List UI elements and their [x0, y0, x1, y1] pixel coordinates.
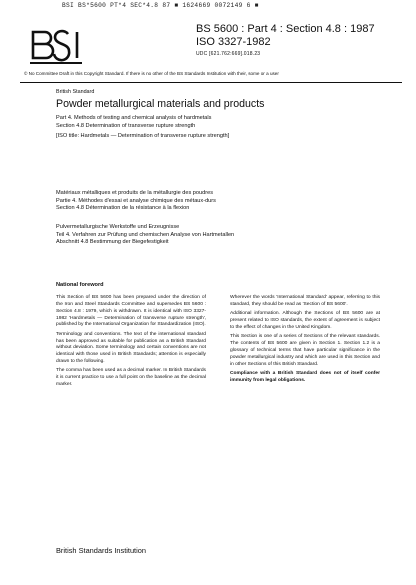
iso-number: ISO 3327-1982	[196, 35, 271, 48]
foreword-paragraph: This Section of BS 5600 has been prepared under the direction of the Iron and Steel Standards Committee and supersedes BS 5600 : Section 4.8 : 1979, which is withdrawn. It is identical with ISO 3327-1982 'Hardmetals — Determination of transverse rupture strength', published by the International Organization for Standardization (ISO).	[56, 295, 206, 328]
foreword-paragraph: This Section is one of a series of Sections of the relevant standards. The contents of BS 5600 are given in Section 1. Section 1.2 is a glossary of technical terms that have particular significance in the powder metallurgical industry and which are used in this Section and in other Sections of this British Standard.	[230, 334, 380, 367]
german-line: Teil 4. Verfahren zur Prüfung und chemischen Analyse von Hartmetallen	[56, 231, 235, 238]
german-title-block	[56, 224, 234, 247]
iso-title-line: [ISO title: Hardmetals — Determination of transverse rupture strength]	[56, 133, 230, 140]
standard-designation	[196, 23, 375, 48]
copyright-notice: © No Committee Draft in this Copyright Standard. If there is no other of the BS Standards Institution with their, some or a user	[24, 71, 279, 76]
french-line: Partie 4. Méthodes d'essai et analyse chimique des métaux-durs	[56, 197, 216, 204]
foreword-left-column	[56, 295, 206, 391]
compliance-statement: Compliance with a British Standard does not of itself confer immunity from legal obligations.	[230, 370, 380, 383]
french-title-block	[56, 190, 216, 213]
foreword-paragraph: The comma has been used as a decimal marker. In British Standards it is current practice to use a full point on the baseline as the decimal marker.	[56, 368, 206, 388]
scan-header: BSI BS*5600 PT*4 SEC*4.8 87 ■ 1624669 0072149 6 ■	[62, 2, 259, 9]
document-title: Powder metallurgical materials and products	[56, 98, 265, 110]
subtitle-line: Section 4.8 Determination of transverse rupture strength	[56, 122, 196, 129]
bsi-logo	[28, 24, 84, 68]
foreword-paragraph: Additional information. Although the Sections of BS 5600 are at present related to ISO standards, the extent of agreement is subject to the effect of changes in the United Kingdom.	[230, 311, 380, 330]
french-line: Matériaux métalliques et produits de la métallurgie des poudres	[56, 190, 214, 196]
german-line: Abschnitt 4.8 Bestimmung der Biegefestigkeit	[56, 239, 169, 246]
document-type-label: British Standard	[56, 89, 95, 95]
standard-number: BS 5600 : Part 4 : Section 4.8 : 1987	[196, 23, 375, 35]
divider	[20, 82, 402, 83]
foreword-paragraph: Terminology and conventions. The text of the international standard has been approved as suitable for publication as a British Standard without deviation. Some terminology and certain conventions are not identical with those used in British Standards; attention is especially drawn to the following.	[56, 331, 206, 365]
publisher-name: British Standards Institution	[56, 546, 146, 555]
french-line: Section 4.8 Détermination de la résistance à la flexion	[56, 205, 190, 212]
german-line: Pulvermetallurgische Werkstoffe und Erzeugnisse	[56, 224, 180, 230]
subtitle-line: Part 4. Methods of testing and chemical analysis of hardmetals	[56, 115, 212, 121]
english-subtitle	[56, 115, 229, 141]
foreword-right-column	[230, 295, 380, 387]
national-foreword-heading: National foreword	[56, 282, 104, 288]
udc-code: UDC [621.762:669].018.23	[196, 51, 261, 57]
foreword-paragraph: Wherever the words 'International Standard' appear, referring to this standard, they should be read as 'Section of BS 5600'.	[230, 295, 380, 307]
